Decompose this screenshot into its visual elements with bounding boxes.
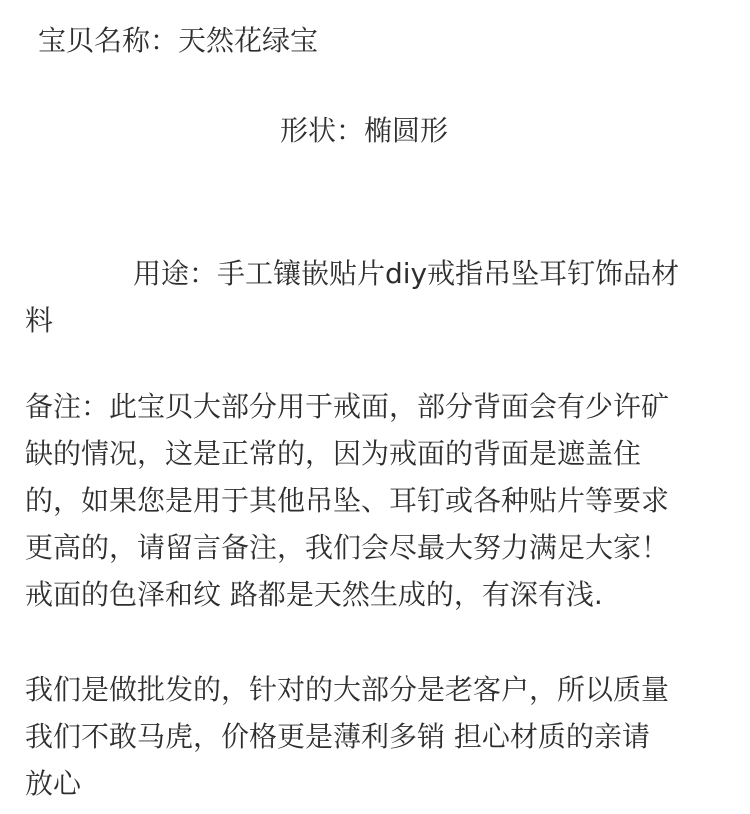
usage-line: 用途：手工镶嵌贴片diy戒指吊坠耳钉饰品材 xyxy=(133,257,680,290)
note-line: 戒面的色泽和纹 路都是天然生成的，有深有浅. xyxy=(25,578,603,611)
shape-text: 形状：椭圆形 xyxy=(280,114,449,147)
note-line: 缺的情况，这是正常的，因为戒面的背面是遮盖住 xyxy=(25,437,642,470)
business-line: 我们是做批发的，针对的大部分是老客户，所以质量 xyxy=(25,673,670,706)
usage-line: 料 xyxy=(25,304,54,337)
note-line: 的，如果您是用于其他吊坠、耳钉或各种贴片等要求 xyxy=(25,484,670,517)
business-line: 放心 xyxy=(25,767,82,800)
product-name-line xyxy=(38,20,750,62)
note-paragraph xyxy=(25,383,750,618)
shape-line xyxy=(280,110,750,152)
product-name-text: 宝贝名称：天然花绿宝 xyxy=(38,24,319,57)
note-line: 更高的，请留言备注，我们会尽最大努力满足大家！ xyxy=(25,531,670,564)
usage-paragraph xyxy=(25,250,750,344)
note-line: 备注：此宝贝大部分用于戒面，部分背面会有少许矿 xyxy=(25,390,670,423)
business-line: 我们不敢马虎，价格更是薄利多销 担心材质的亲请 xyxy=(25,720,650,753)
business-paragraph xyxy=(25,666,750,807)
